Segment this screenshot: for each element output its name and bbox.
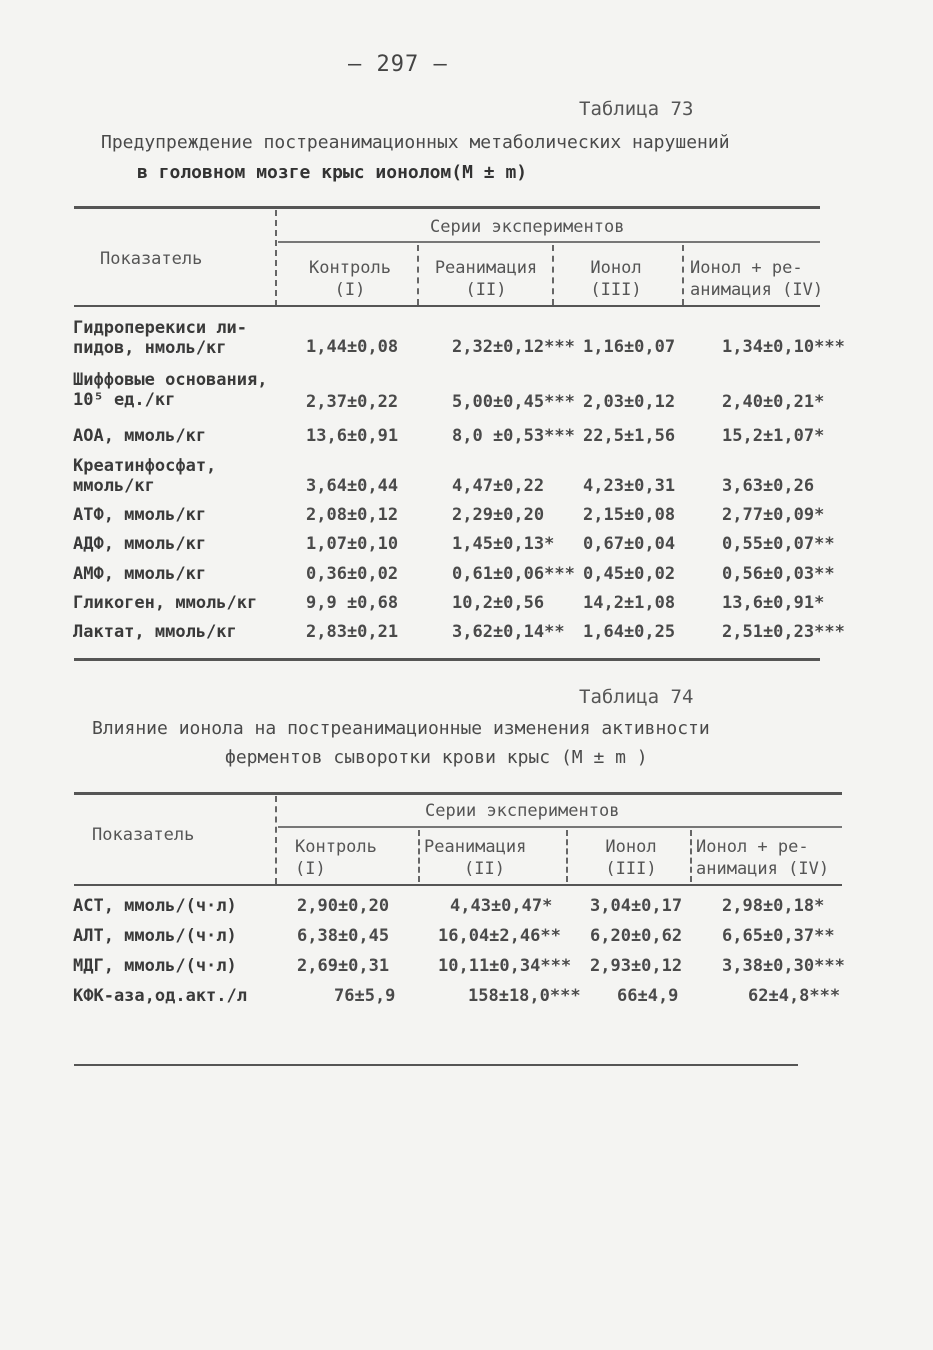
table73-title-line1: Предупреждение постреанимационных метаболических нарушений — [101, 132, 730, 153]
table-row-label: АЛТ, ммоль/(ч·л) — [73, 926, 237, 946]
table-cell: 16,04±2,46** — [438, 926, 561, 946]
table74-title-line1: Влияние ионола на постреанимационные изменения активности — [92, 718, 710, 739]
table-cell: 2,08±0,12 — [306, 505, 399, 525]
table74-vdivider — [275, 796, 277, 884]
table-row-label: АСТ, ммоль/(ч·л) — [73, 896, 237, 916]
table-cell: 0,61±0,06*** — [452, 564, 575, 584]
table73-col-sep — [682, 245, 684, 305]
page-number: – 297 – — [348, 52, 448, 77]
table-cell: 0,56±0,03** — [722, 564, 835, 584]
table74-col-indicator: Показатель — [92, 825, 195, 845]
table74-label: Таблица 74 — [579, 686, 694, 708]
table73-col-indicator: Показатель — [100, 249, 203, 269]
table-cell: 1,34±0,10*** — [722, 337, 845, 357]
table-cell: 10,2±0,56 — [452, 593, 545, 613]
table-cell: 5,00±0,45*** — [452, 392, 575, 412]
table-cell: 2,40±0,21* — [722, 392, 825, 412]
table74-title-line2: ферментов сыворотки крови крыс (M ± m ) — [225, 747, 648, 768]
table-cell: 2,51±0,23*** — [722, 622, 845, 642]
table-cell: 22,5±1,56 — [583, 426, 676, 446]
table74-col-header-2: Реанимация (II) — [424, 837, 527, 879]
table73-col-header-1: Контроль (I) — [309, 258, 391, 300]
table74-bottom-rule — [74, 1064, 798, 1066]
table-row-label: АТФ, ммоль/кг — [73, 505, 207, 525]
table-cell: 6,65±0,37** — [722, 926, 835, 946]
table-cell: 3,04±0,17 — [590, 896, 683, 916]
table74-col-header-3: Ионол (III) — [605, 837, 657, 879]
table-cell: 9,9 ±0,68 — [306, 593, 399, 613]
table-cell: 0,45±0,02 — [583, 564, 676, 584]
table74-col-sep — [690, 830, 692, 882]
table73-col-sep — [552, 245, 554, 305]
table-row-label: Лактат, ммоль/кг — [73, 622, 237, 642]
table-cell: 0,55±0,07** — [722, 534, 835, 554]
table-row-label: КФК-аза,од.акт./л — [73, 986, 247, 1006]
table-cell: 15,2±1,07* — [722, 426, 825, 446]
table-cell: 1,16±0,07 — [583, 337, 676, 357]
table-cell: 2,03±0,12 — [583, 392, 676, 412]
table-row-label: Шиффовые основания, 10⁵ ед./кг — [73, 370, 268, 410]
table-cell: 3,62±0,14** — [452, 622, 565, 642]
table73-title-line2: в головном мозге крыс ионолом(M ± m) — [137, 162, 528, 183]
table-row-label: Гликоген, ммоль/кг — [73, 593, 258, 613]
table73-header-group: Серии экспериментов — [430, 217, 625, 237]
table-cell: 2,15±0,08 — [583, 505, 676, 525]
table-cell: 14,2±1,08 — [583, 593, 676, 613]
table-cell: 13,6±0,91* — [722, 593, 825, 613]
table-cell: 2,29±0,20 — [452, 505, 545, 525]
table-cell: 8,0 ±0,53*** — [452, 426, 575, 446]
table-cell: 1,44±0,08 — [306, 337, 399, 357]
table73-header-bottom-rule — [74, 305, 820, 307]
table74-col-sep — [566, 830, 568, 882]
table-cell: 158±18,0*** — [468, 986, 581, 1006]
table74-header-bottom-rule — [74, 884, 842, 886]
table73-col-header-3: Ионол (III) — [590, 258, 642, 300]
table73-col-header-2: Реанимация (II) — [434, 258, 538, 300]
table-cell: 2,83±0,21 — [306, 622, 399, 642]
table73-col-sep — [417, 245, 419, 305]
table-row-label: Креатинфосфат, ммоль/кг — [73, 456, 217, 496]
table-cell: 0,67±0,04 — [583, 534, 676, 554]
table74-col-header-1: Контроль (I) — [295, 837, 377, 879]
table-row-label: МДГ, ммоль/(ч·л) — [73, 956, 237, 976]
table73-header-rule — [278, 241, 820, 243]
table-cell: 66±4,9 — [617, 986, 679, 1006]
table-cell: 0,36±0,02 — [306, 564, 399, 584]
table-cell: 2,69±0,31 — [297, 956, 390, 976]
table-cell: 3,38±0,30*** — [722, 956, 845, 976]
table-cell: 2,98±0,18* — [722, 896, 825, 916]
table-cell: 2,77±0,09* — [722, 505, 825, 525]
table-cell: 1,07±0,10 — [306, 534, 399, 554]
table-cell: 2,37±0,22 — [306, 392, 399, 412]
table74-col-header-4: Ионол + ре- анимация (IV) — [696, 837, 830, 879]
table-cell: 3,64±0,44 — [306, 476, 399, 496]
table74-header-rule — [278, 826, 842, 828]
table74-top-rule — [74, 792, 842, 795]
table74-col-sep — [418, 830, 420, 882]
table-cell: 1,64±0,25 — [583, 622, 676, 642]
table73-label: Таблица 73 — [579, 98, 694, 120]
table-cell: 4,47±0,22 — [452, 476, 545, 496]
table-cell: 2,93±0,12 — [590, 956, 683, 976]
table73-vdivider — [275, 210, 277, 306]
table-cell: 2,32±0,12*** — [452, 337, 575, 357]
table-cell: 6,20±0,62 — [590, 926, 683, 946]
table-cell: 13,6±0,91 — [306, 426, 399, 446]
table-row-label: АОА, ммоль/кг — [73, 426, 207, 446]
table73-bottom-rule — [74, 658, 820, 661]
table74-header-group: Серии экспериментов — [425, 801, 620, 821]
table-cell: 76±5,9 — [334, 986, 396, 1006]
table-cell: 4,43±0,47* — [450, 896, 553, 916]
table-row-label: АМФ, ммоль/кг — [73, 564, 207, 584]
table73-col-header-4: Ионол + ре- анимация (IV) — [690, 258, 824, 300]
table-cell: 62±4,8*** — [748, 986, 841, 1006]
table-cell: 4,23±0,31 — [583, 476, 676, 496]
table-cell: 3,63±0,26 — [722, 476, 815, 496]
table-cell: 10,11±0,34*** — [438, 956, 572, 976]
table73-top-rule — [74, 206, 820, 209]
table-cell: 1,45±0,13* — [452, 534, 555, 554]
table-row-label: АДФ, ммоль/кг — [73, 534, 207, 554]
table-row-label: Гидроперекиси ли- пидов, нмоль/кг — [73, 318, 247, 358]
table-cell: 2,90±0,20 — [297, 896, 390, 916]
table-cell: 6,38±0,45 — [297, 926, 390, 946]
